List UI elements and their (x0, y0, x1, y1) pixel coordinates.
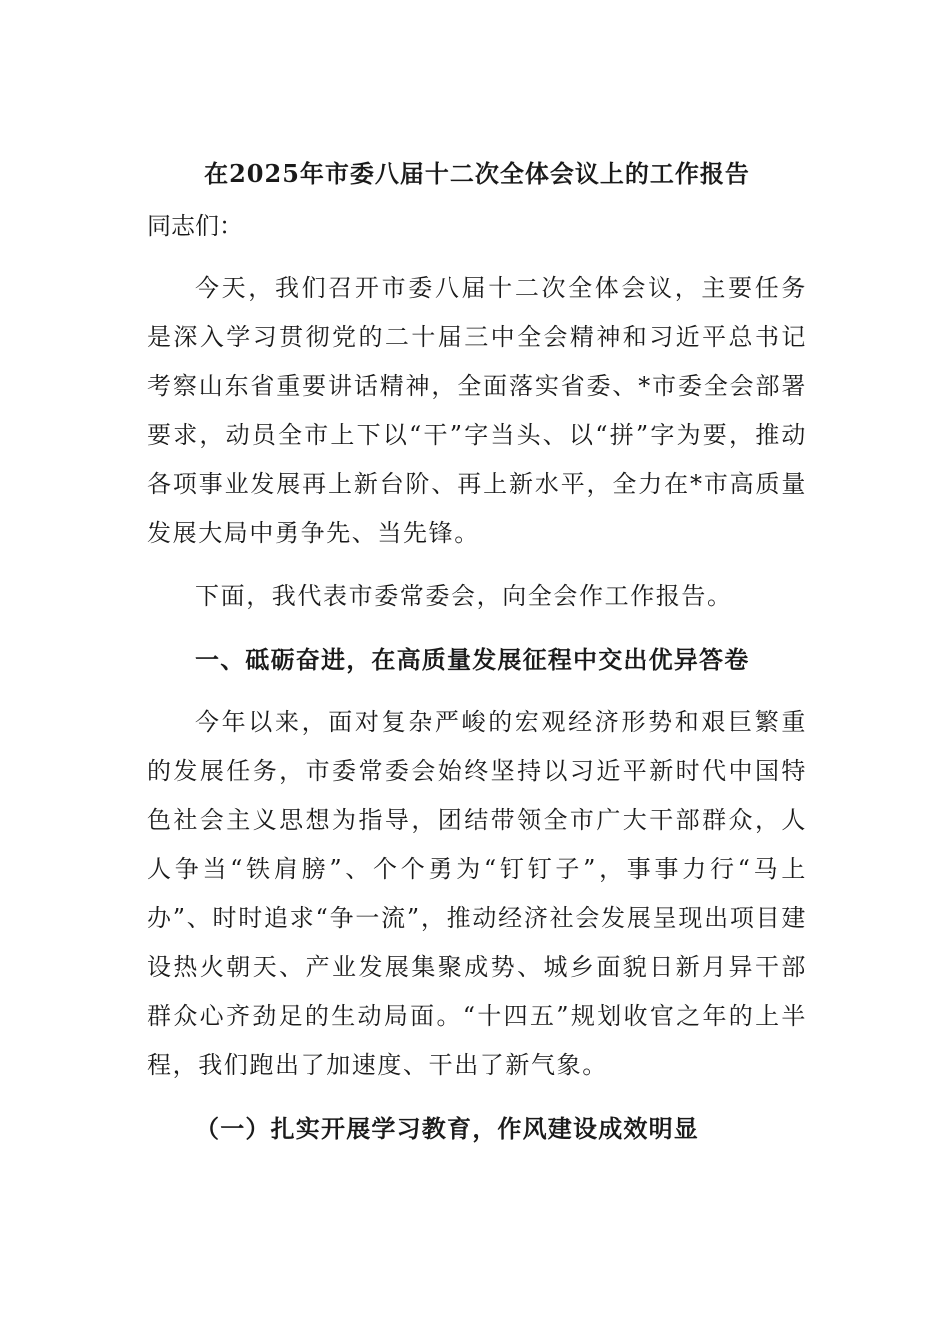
paragraph-section-1: 今年以来，面对复杂严峻的宏观经济形势和艰巨繁重的发展任务，市委常委会始终坚持以习近平新时代中国特色社会主义思想为指导，团结带领全市广大干部群众，人人争当“铁肩膀”、个个勇为“钉钉子”，事事力行“马上办”、时时追求“争一流”，推动经济社会发展呈现出项目建设热火朝天、产业发展集聚成势、城乡面貌日新月异干部群众心齐劲足的生动局面。“十四五”规划收官之年的上半程，我们跑出了加速度、干出了新气象。 (147, 708, 807, 1079)
paragraph-report-statement: 下面，我代表市委常委会，向全会作工作报告。 (195, 582, 733, 610)
document-body (147, 152, 807, 1167)
subsection-heading-1: （一）扎实开展学习教育，作风建设成效明显 (195, 1114, 699, 1143)
document-title: 在2025年市委八届十二次全体会议上的工作报告 (204, 159, 750, 188)
salutation: 同志们： (147, 212, 243, 240)
paragraph-intro: 今天，我们召开市委八届十二次全体会议，主要任务是深入学习贯彻党的二十届三中全会精神和习近平总书记考察山东省重要讲话精神，全面落实省委、*市委全会部署要求，动员全市上下以“干”字当头、以“拼”字为要，推动各项事业发展再上新台阶、再上新水平，全力在*市高质量发展大局中勇争先、当先锋。 (147, 274, 807, 547)
section-heading-1: 一、砥砺奋进，在高质量发展征程中交出优异答卷 (195, 645, 750, 674)
